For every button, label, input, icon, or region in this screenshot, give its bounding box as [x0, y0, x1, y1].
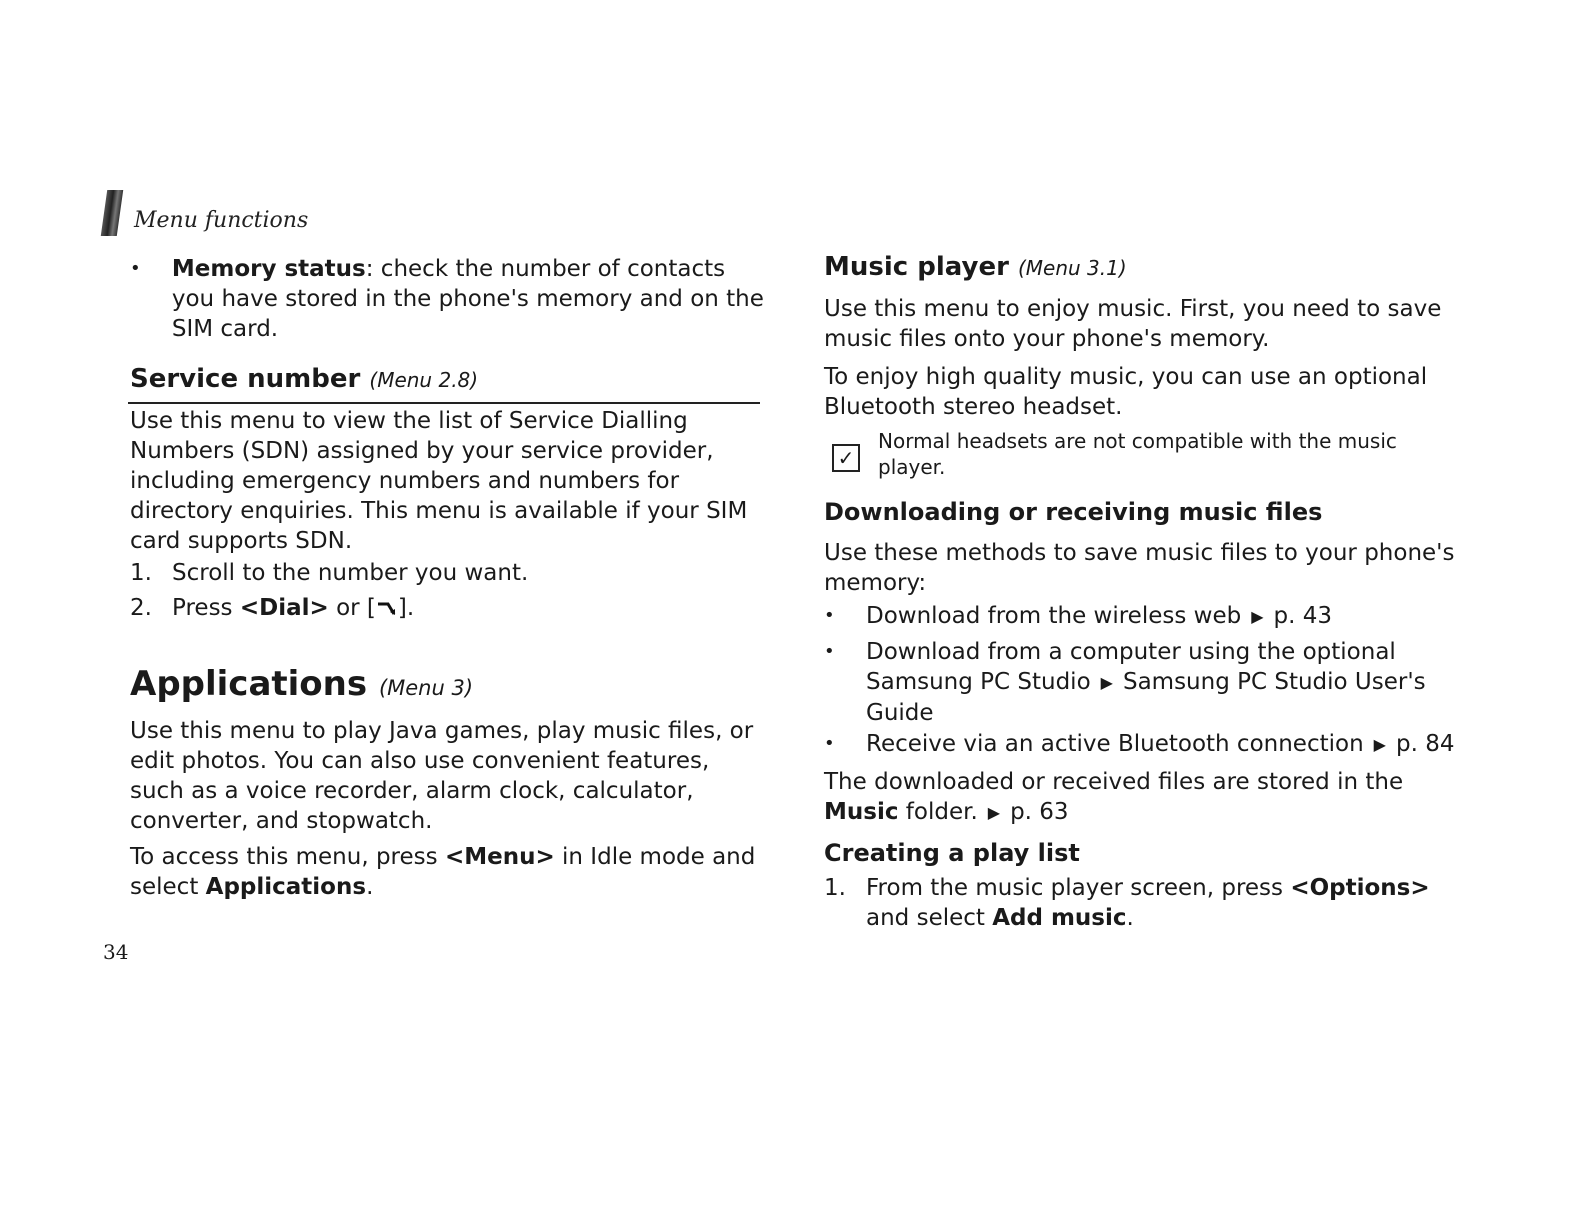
body-line: To enjoy high quality music, you can use an optional	[824, 364, 1428, 390]
step-text: or [	[328, 595, 376, 621]
menu-ref: (Menu 3.1)	[1017, 256, 1127, 280]
body-text: folder.	[898, 799, 978, 825]
body-text: in Idle mode and	[554, 844, 756, 870]
list-text: Samsung PC Studio User's	[1122, 669, 1426, 695]
list-item	[824, 637, 1426, 728]
menu-ref: (Menu 2.8)	[369, 368, 479, 392]
note	[878, 428, 1478, 480]
page-ref: p. 84	[1395, 731, 1455, 757]
step-text: From the music player screen, press	[866, 875, 1291, 901]
step-text: .	[1126, 905, 1134, 931]
step-item	[130, 593, 414, 623]
bullet-icon: •	[130, 258, 141, 279]
bullet-icon: •	[824, 605, 835, 626]
step-number: 1.	[824, 875, 846, 901]
music-player-p2	[824, 362, 1474, 422]
call-key-icon	[376, 596, 398, 616]
body-line: card supports SDN.	[130, 528, 353, 554]
arrow-right-icon: ▶	[1100, 673, 1113, 692]
body-line: Numbers (SDN) assigned by your service provider,	[130, 438, 714, 464]
music-player-title: Music player	[824, 252, 1009, 282]
section-title: Menu functions	[134, 208, 309, 233]
body-line: The downloaded or received files are stored in the	[824, 769, 1404, 795]
body-line: including emergency numbers and numbers for	[130, 468, 680, 494]
body-line: edit photos. You can also use convenient features,	[130, 748, 710, 774]
step-text: Scroll to the number you want.	[172, 560, 529, 586]
step-text: and select	[866, 905, 993, 931]
step-item	[130, 558, 528, 588]
body-text: .	[366, 874, 374, 900]
add-music-label: Add music	[992, 905, 1127, 931]
bullet-icon: •	[824, 733, 835, 754]
checkbox-note-icon: ✓	[832, 444, 860, 472]
applications-title: Applications	[130, 664, 368, 704]
list-text: Download from the wireless web	[866, 603, 1242, 629]
body-line: converter, and stopwatch.	[130, 808, 433, 834]
heading-rule	[128, 402, 760, 404]
body-text: To access this menu, press	[130, 844, 445, 870]
step-number: 1.	[130, 560, 152, 586]
arrow-right-icon: ▶	[1251, 607, 1264, 626]
playlist-heading: Creating a play list	[824, 839, 1080, 867]
menu-key-label: <Menu>	[444, 844, 555, 870]
service-number-title: Service number	[130, 364, 361, 394]
page-number: 34	[103, 940, 129, 964]
applications-label: Applications	[205, 874, 367, 900]
step-text: Press	[172, 595, 240, 621]
service-number-heading	[130, 364, 478, 394]
arrow-right-icon: ▶	[1373, 735, 1386, 754]
body-line: such as a voice recorder, alarm clock, calculator,	[130, 778, 694, 804]
step-item	[824, 873, 1430, 933]
note-line: player.	[878, 455, 946, 479]
list-text: Receive via an active Bluetooth connection	[866, 731, 1364, 757]
body-text: select	[130, 874, 206, 900]
applications-heading	[130, 664, 473, 704]
music-folder-label: Music	[824, 799, 899, 825]
memory-status-term: Memory status	[171, 256, 366, 282]
arrow-right-icon: ▶	[987, 803, 1001, 822]
step-text: ].	[397, 595, 415, 621]
downloading-heading: Downloading or receiving music files	[824, 498, 1323, 526]
list-text: Download from a computer using the optional	[866, 639, 1396, 665]
bullet-icon: •	[824, 641, 835, 662]
applications-access	[130, 842, 770, 902]
section-marker-icon	[101, 190, 123, 236]
body-line: music files onto your phone's memory.	[824, 326, 1270, 352]
page-ref: p. 63	[1010, 799, 1069, 825]
step-number: 2.	[130, 595, 152, 621]
page-ref: p. 43	[1273, 603, 1333, 629]
menu-ref: (Menu 3)	[378, 676, 474, 700]
dial-key-label: <Dial>	[239, 595, 329, 621]
body-line: Bluetooth stereo headset.	[824, 394, 1123, 420]
memory-status-line: you have stored in the phone's memory and on the	[171, 286, 764, 312]
downloading-intro	[824, 538, 1474, 598]
service-number-body	[130, 406, 770, 556]
note-line: Normal headsets are not compatible with the music	[878, 429, 1397, 453]
list-item	[130, 254, 770, 344]
body-line: Use this menu to enjoy music. First, you need to save	[824, 296, 1442, 322]
memory-status-line: SIM card.	[171, 316, 279, 342]
applications-body	[130, 716, 770, 836]
memory-status-text: : check the number of contacts	[365, 256, 726, 282]
body-line: Use these methods to save music files to your phone's	[824, 540, 1455, 566]
body-line: Use this menu to play Java games, play music files, or	[130, 718, 754, 744]
body-line: memory:	[824, 570, 927, 596]
list-item	[824, 729, 1454, 760]
music-player-heading	[824, 252, 1127, 282]
music-player-p1	[824, 294, 1474, 354]
downloading-stored	[824, 767, 1474, 828]
options-key-label: <Options>	[1290, 875, 1430, 901]
body-line: Use this menu to view the list of Service Dialling	[130, 408, 688, 434]
list-text: Samsung PC Studio	[866, 669, 1091, 695]
list-item	[824, 601, 1332, 632]
body-line: directory enquiries. This menu is available if your SIM	[130, 498, 748, 524]
list-text: Guide	[866, 700, 934, 726]
